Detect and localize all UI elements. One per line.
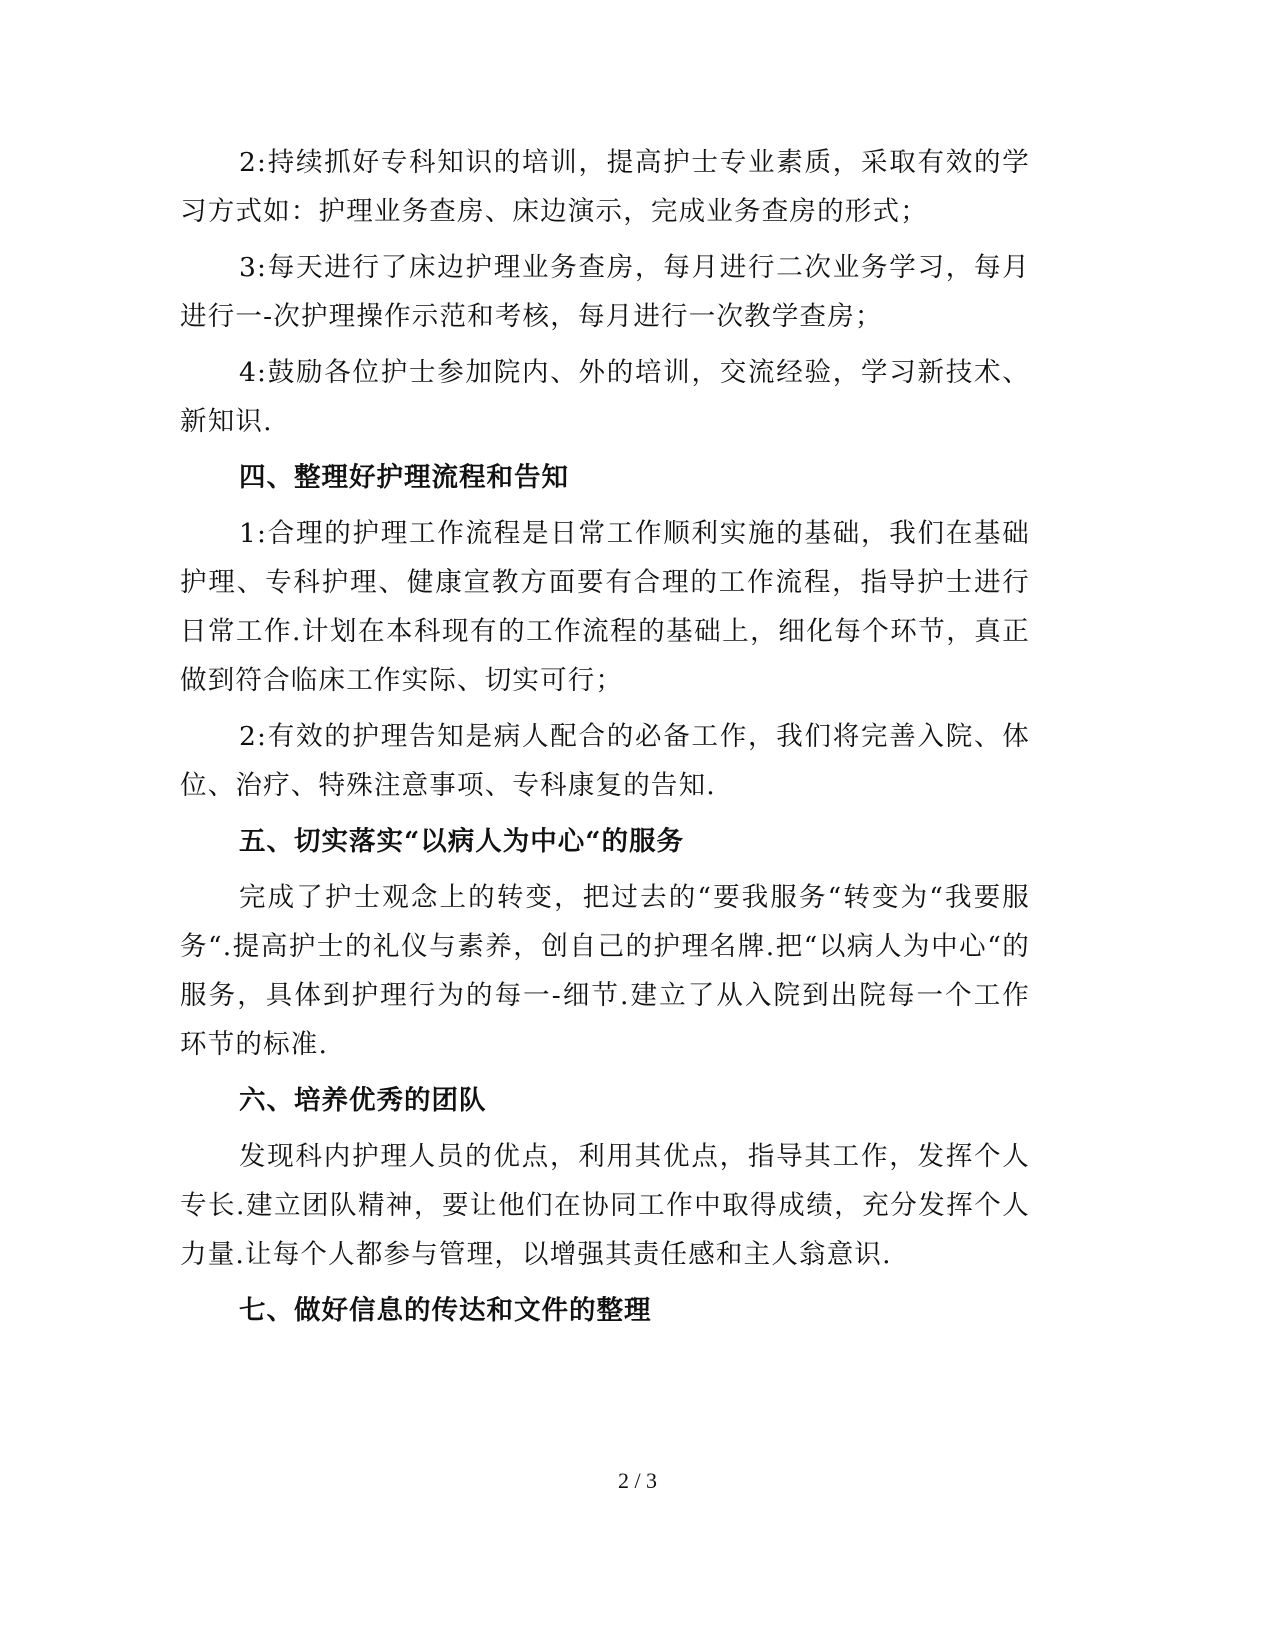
section-heading-4: 四、整理好护理流程和告知: [239, 462, 569, 493]
section-heading-6: 六、培养优秀的团队: [239, 1085, 487, 1116]
paragraph-team-building: 发现科内护理人员的优点，利用其优点，指导其工作，发挥个人专长.建立团队精神，要让他们在协同工作中取得成绩，充分发挥个人力量.让每个人都参与管理，以增强其责任感和主人翁意识.: [180, 1141, 1030, 1270]
paragraph-training-item-4: 4:鼓励各位护士参加院内、外的培训，交流经验，学习新技术、新知识.: [180, 357, 1030, 437]
paragraph-training-item-3: 3:每天进行了床边护理业务查房，每月进行二次业务学习，每月进行一-次护理操作示范和考核，每月进行一次教学查房；: [180, 252, 1030, 332]
paragraph-workflow-item-1: 1:合理的护理工作流程是日常工作顺利实施的基础，我们在基础护理、专科护理、健康宣教方面要有合理的工作流程，指导护士进行日常工作.计划在本科现有的工作流程的基础上，细化每个环节，真正做到符合临床工作实际、切实可行；: [180, 518, 1030, 696]
section-heading-7: 七、做好信息的传达和文件的整理: [239, 1295, 652, 1326]
paragraph-workflow-item-2: 2:有效的护理告知是病人配合的必备工作，我们将完善入院、体位、治疗、特殊注意事项、专科康复的告知.: [180, 721, 1030, 801]
page-number: 2 / 3: [617, 1468, 658, 1493]
paragraph-training-item-2: 2:持续抓好专科知识的培训，提高护士专业素质，采取有效的学习方式如：护理业务查房、床边演示，完成业务查房的形式；: [180, 147, 1030, 227]
section-heading-5: 五、切实落实“以病人为中心“的服务: [239, 826, 684, 857]
paragraph-patient-centered-service: 完成了护士观念上的转变，把过去的“要我服务“转变为“我要服务“.提高护士的礼仪与素养，创自己的护理名牌.把“以病人为中心“的服务，具体到护理行为的每一-细节.建立了从入院到出院每一个工作环节的标准.: [180, 882, 1030, 1060]
document-body: [180, 138, 1030, 1342]
